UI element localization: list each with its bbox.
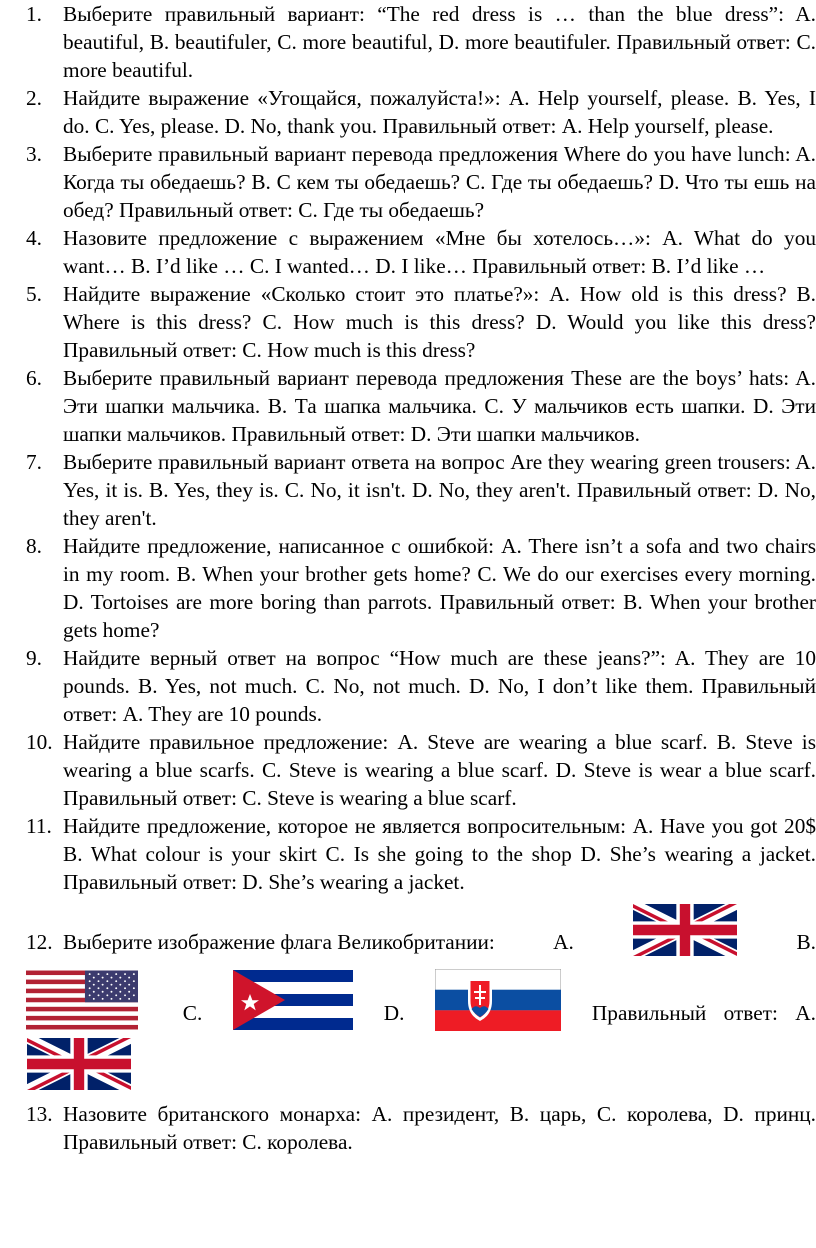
question-text: Найдите предложение, написанное с ошибкой: A. There isn’t a sofa and two chairs in my room. B. When your brother gets home? C. We do our exercises every morning. D. Tortoises are more boring than parrots. Правильный ответ: B. When your brother gets home?: [63, 534, 816, 642]
option-a-label: A.: [553, 930, 574, 954]
question-item: 13. Назовите британского монарха: A. президент, B. царь, C. королева, D. принц. Правильный ответ: C. королева.: [26, 1102, 816, 1154]
question-text: Выберите правильный вариант перевода предложения These are the boys’ hats: A. Эти шапки мальчика. B. Та шапка мальчика. C. У мальчиков есть шапки. D. Эти шапки мальчиков. Правильный ответ: D. Эти шапки мальчиков.: [63, 366, 816, 446]
question-item: 11. Найдите предложение, которое не является вопросительным: A. Have you got 20$ B. What colour is your skirt C. Is she going to the shop D. She’s wearing a jacket. Правильный ответ: D. She’s wearing a jacket.: [26, 814, 816, 894]
question-item: 3. Выберите правильный вариант перевода предложения Where do you have lunch: A. Когда ты обедаешь? B. С кем ты обедаешь? C. Где ты обедаешь? D. Что ты ешь на обед? Правильный ответ: C. Где ты обедаешь?: [26, 142, 816, 222]
question-text: Назовите предложение с выражением «Мне бы хотелось…»: A. What do you want… B. I’d like … C. I wanted… D. I like… Правильный ответ: B. I’d like …: [63, 226, 816, 278]
question-list: [26, 0, 816, 1156]
question-item: 7. Выберите правильный вариант ответа на вопрос Are they wearing green trousers: A. Yes, it is. B. Yes, they is. C. No, it isn't. D. No, they aren't. Правильный ответ: D. No, they aren't.: [26, 450, 816, 530]
question-text: Найдите предложение, которое не является вопросительным: A. Have you got 20$ B. What colour is your skirt C. Is she going to the shop D. She’s wearing a jacket. Правильный ответ: D. She’s wearing a jacket.: [63, 814, 816, 894]
question-item: 1. Выберите правильный вариант: “The red dress is … than the blue dress”: A. beautiful, B. beautifuler, C. more beautiful, D. more beautifuler. Правильный ответ: C. more beautiful.: [26, 2, 816, 82]
option-c-label: C.: [182, 1001, 203, 1025]
question-text: Найдите выражение «Сколько стоит это платье?»: A. How old is this dress? B. Where is this dress? C. How much is this dress? D. Would you like this dress? Правильный ответ: C. How much is this dress?: [63, 282, 816, 362]
question-text: Выберите изображение флага Великобритании:: [63, 930, 495, 954]
uk-flag-answer-icon: [26, 1038, 132, 1090]
document-page: [26, 0, 816, 1156]
question-item: 8. Найдите предложение, написанное с ошибкой: A. There isn’t a sofa and two chairs in my room. B. When your brother gets home? C. We do our exercises every morning. D. Tortoises are more boring than parrots. Правильный ответ: B. When your brother gets home?: [26, 534, 816, 642]
uk-flag-icon: [632, 904, 738, 956]
question-item: 10. Найдите правильное предложение: A. Steve are wearing a blue scarf. B. Steve is wearing a blue scarfs. C. Steve is wearing a blue scarf. D. Steve is wear a blue scarf. Правильный ответ: C. Steve is wearing a blue scarf.: [26, 730, 816, 810]
question-text: Найдите правильное предложение: A. Steve are wearing a blue scarf. B. Steve is wearing a blue scarfs. C. Steve is wearing a blue scarf. D. Steve is wear a blue scarf. Правильный ответ: C. Steve is wearing a blue scarf.: [63, 730, 816, 810]
question-text: Найдите верный ответ на вопрос “How much are these jeans?”: A. They are 10 pounds. B. Yes, not much. C. No, not much. D. No, I don’t like them. Правильный ответ: A. They are 10 pounds.: [63, 646, 816, 726]
option-b-label: B.: [796, 930, 816, 954]
question-item: 2. Найдите выражение «Угощайся, пожалуйста!»: A. Help yourself, please. B. Yes, I do. C. Yes, please. D. No, thank you. Правильный ответ: A. Help yourself, please.: [26, 86, 816, 138]
question-text: Выберите правильный вариант перевода предложения Where do you have lunch: A. Когда ты обедаешь? B. С кем ты обедаешь? C. Где ты обедаешь? D. Что ты ешь на обед? Правильный ответ: C. Где ты обедаешь?: [63, 142, 816, 222]
question-text: Назовите британского монарха: A. президент, B. царь, C. королева, D. принц. Правильный ответ: C. королева.: [63, 1102, 816, 1154]
slovakia-flag-icon: [435, 969, 561, 1031]
answer-label: Правильный ответ: A.: [591, 1001, 816, 1025]
usa-flag-icon: [26, 970, 138, 1030]
question-text: Выберите правильный вариант: “The red dress is … than the blue dress”: A. beautiful, B. beautifuler, C. more beautiful, D. more beautifuler. Правильный ответ: C. more beautiful.: [63, 2, 816, 82]
question-item: 9. Найдите верный ответ на вопрос “How much are these jeans?”: A. They are 10 pounds. B. Yes, not much. C. No, not much. D. No, I don’t like them. Правильный ответ: A. They are 10 pounds.: [26, 646, 816, 726]
question-item: 4. Назовите предложение с выражением «Мне бы хотелось…»: A. What do you want… B. I’d like … C. I wanted… D. I like… Правильный ответ: B. I’d like …: [26, 226, 816, 278]
question-item-flags: 12. Выберите изображение флага Великобритании: A. B. C. D. Правильный ответ: A.: [26, 896, 816, 1100]
cuba-flag-icon: [233, 970, 353, 1030]
question-text: Найдите выражение «Угощайся, пожалуйста!»: A. Help yourself, please. B. Yes, I do. C. Yes, please. D. No, thank you. Правильный ответ: A. Help yourself, please.: [63, 86, 816, 138]
option-d-label: D.: [383, 1001, 405, 1025]
question-item: 5. Найдите выражение «Сколько стоит это платье?»: A. How old is this dress? B. Where is this dress? C. How much is this dress? D. Would you like this dress? Правильный ответ: C. How much is this dress?: [26, 282, 816, 362]
question-item: 6. Выберите правильный вариант перевода предложения These are the boys’ hats: A. Эти шапки мальчика. B. Та шапка мальчика. C. У мальчиков есть шапки. D. Эти шапки мальчиков. Правильный ответ: D. Эти шапки мальчиков.: [26, 366, 816, 446]
question-text: Выберите правильный вариант ответа на вопрос Are they wearing green trousers: A. Yes, it is. B. Yes, they is. C. No, it isn't. D. No, they aren't. Правильный ответ: D. No, they aren't.: [63, 450, 816, 530]
